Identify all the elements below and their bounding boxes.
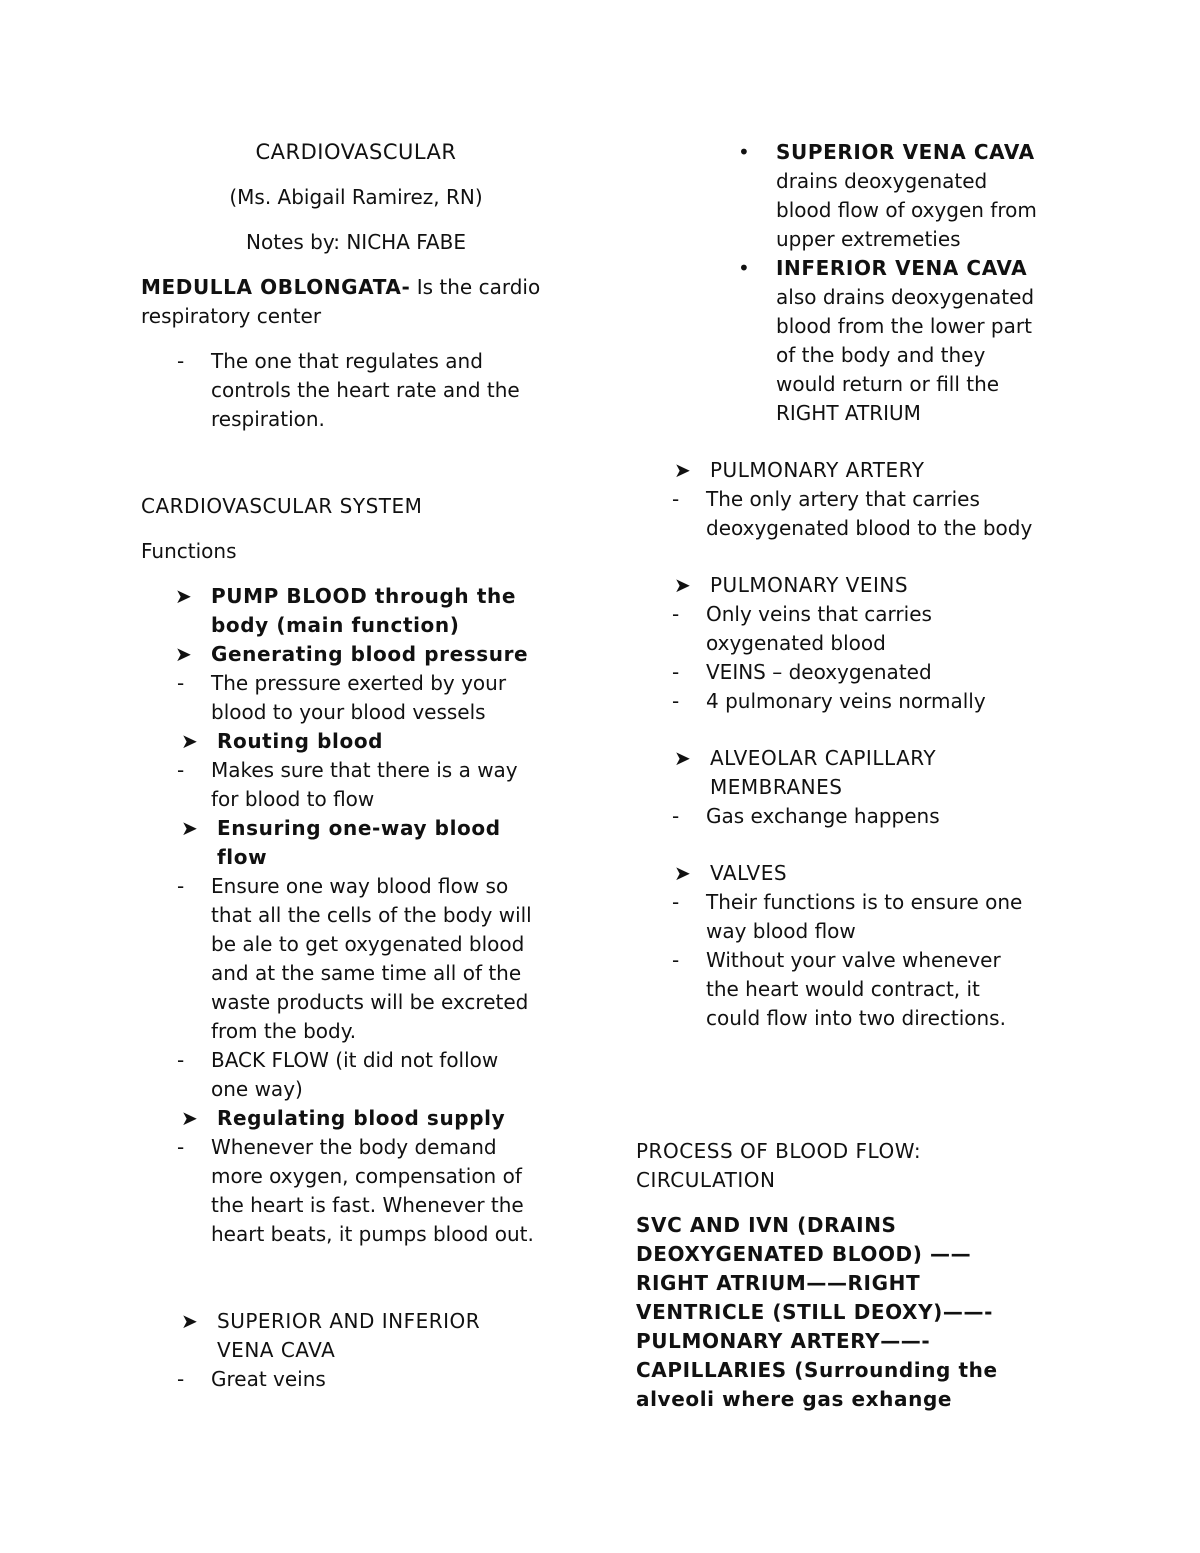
svc-title: SUPERIOR VENA CAVA [776,140,1035,164]
medulla-point-line: The one that regulates and [211,349,483,373]
dash-marker: - [177,1135,185,1159]
dash-marker: - [177,671,185,695]
description-line: Without your valve whenever [706,948,1001,972]
regulating-description [141,1133,571,1249]
backflow-description [141,1046,571,1104]
function-ensuring-flow [141,814,571,872]
pulmonary-artery-heading [636,456,1076,485]
valves-heading [636,859,1076,888]
description-line: deoxygenated blood to the body [706,516,1033,540]
dash-marker: - [672,689,680,713]
function-line: Ensuring one-way blood [217,816,501,840]
function-generating-pressure [141,640,571,669]
heading-line: PULMONARY ARTERY [710,458,925,482]
ivc-desc-line: RIGHT ATRIUM [776,401,921,425]
description-line: Only veins that carries [706,602,932,626]
description-line: blood to your blood vessels [211,700,486,724]
dash-marker: - [672,487,680,511]
function-routing-blood [141,727,571,756]
dash-marker: - [177,874,185,898]
description-line: heart beats, it pumps blood out. [211,1222,534,1246]
instructor-line: (Ms. Abigail Ramirez, RN) [229,185,483,209]
description-line: and at the same time all of the [211,961,522,985]
heading-line: VALVES [710,861,788,885]
arrow-bullet-icon: ➤ [175,584,193,608]
veins-deoxygenated-note [636,658,1076,687]
description-line: that all the cells of the body will [211,903,532,927]
function-line: Routing blood [217,729,384,753]
pulmonary-veins-description [636,600,1076,658]
notes-by-line: Notes by: NICHA FABE [246,230,466,254]
ivc-desc-line: blood from the lower part [776,314,1032,338]
dash-marker: - [177,1048,185,1072]
medulla-point-line: controls the heart rate and the [211,378,520,402]
description-line: Makes sure that there is a way [211,758,518,782]
description-line: VEINS – deoxygenated [706,660,932,684]
description-line: could flow into two directions. [706,1006,1006,1030]
flow-line: CAPILLARIES (Surrounding the [636,1358,998,1382]
dash-marker: - [672,660,680,684]
flow-line: DEOXYGENATED BLOOD) —— [636,1242,972,1266]
arrow-bullet-icon: ➤ [181,1309,199,1333]
description-line: oxygenated blood [706,631,886,655]
flow-line: alveoli where gas exhange [636,1387,953,1411]
description-line: Ensure one way blood flow so [211,874,509,898]
alveolar-membranes-heading [636,744,1076,802]
description-line: more oxygen, compensation of [211,1164,522,1188]
heading-line: VENA CAVA [217,1338,336,1362]
function-line: Regulating blood supply [217,1106,506,1130]
generating-description [141,669,571,727]
arrow-bullet-icon: ➤ [674,861,692,885]
description-line: The only artery that carries [706,487,980,511]
dash-marker: - [177,758,185,782]
function-line: PUMP BLOOD through the [211,584,516,608]
pulmonary-veins-count-note [636,687,1076,716]
circulation-flow [636,1211,1076,1414]
heading-line: ALVEOLAR CAPILLARY [710,746,937,770]
svc-bullet [636,138,1076,254]
heading-line: SUPERIOR AND INFERIOR [217,1309,481,1333]
description-line: Gas exchange happens [706,804,940,828]
description-line: BACK FLOW (it did not follow [211,1048,499,1072]
function-line: Generating blood pressure [211,642,529,666]
document-title: CARDIOVASCULAR [255,140,457,164]
pulmonary-artery-description [636,485,1076,543]
ensuring-description [141,872,571,1046]
system-heading: CARDIOVASCULAR SYSTEM [141,494,423,518]
process-heading [636,1137,1076,1195]
medulla-definition [141,273,571,302]
right-column [636,138,1076,1414]
bullet-dot-icon: • [738,256,750,280]
arrow-bullet-icon: ➤ [181,729,199,753]
description-line: for blood to flow [211,787,375,811]
svc-desc-line: upper extremeties [776,227,961,251]
arrow-bullet-icon: ➤ [674,458,692,482]
flow-line: VENTRICLE (STILL DEOXY)——- [636,1300,993,1324]
vena-cava-description [141,1365,571,1394]
heading-line: MEMBRANES [710,775,843,799]
description-line: the heart is fast. Whenever the [211,1193,524,1217]
arrow-bullet-icon: ➤ [674,746,692,770]
bullet-dot-icon: • [738,140,750,164]
dash-marker: - [177,349,185,373]
description-line: one way) [211,1077,303,1101]
left-column [141,138,571,1394]
ivc-desc-line: would return or fill the [776,372,1000,396]
flow-line: PULMONARY ARTERY——- [636,1329,931,1353]
ivc-title: INFERIOR VENA CAVA [776,256,1028,280]
arrow-bullet-icon: ➤ [175,642,193,666]
dash-marker: - [177,1367,185,1391]
heading-line: PULMONARY VEINS [710,573,909,597]
description-line: waste products will be excreted [211,990,529,1014]
function-pump-blood [141,582,571,640]
description-line: Great veins [211,1367,326,1391]
description-line: the heart would contract, it [706,977,980,1001]
medulla-point [141,347,571,434]
valves-contract-note [636,946,1076,1033]
alveolar-membranes-description [636,802,1076,831]
function-line: flow [217,845,268,869]
vena-cava-heading [141,1307,571,1365]
functions-label: Functions [141,539,237,563]
description-line: The pressure exerted by your [211,671,507,695]
description-line: Their functions is to ensure one [706,890,1023,914]
arrow-bullet-icon: ➤ [181,1106,199,1130]
dash-marker: - [672,890,680,914]
pulmonary-veins-heading [636,571,1076,600]
medulla-term: MEDULLA OBLONGATA- [141,275,411,299]
routing-description [141,756,571,814]
flow-line: SVC AND IVN (DRAINS [636,1213,897,1237]
heading-line: PROCESS OF BLOOD FLOW: [636,1139,922,1163]
dash-marker: - [672,602,680,626]
valves-description [636,888,1076,946]
medulla-def-2: respiratory center [141,304,322,328]
arrow-bullet-icon: ➤ [674,573,692,597]
ivc-desc-line: also drains deoxygenated [776,285,1035,309]
description-line: Whenever the body demand [211,1135,497,1159]
ivc-bullet [636,254,1076,428]
svc-desc-line: blood flow of oxygen from [776,198,1037,222]
arrow-bullet-icon: ➤ [181,816,199,840]
flow-line: RIGHT ATRIUM——RIGHT [636,1271,921,1295]
svc-desc-line: drains deoxygenated [776,169,988,193]
medulla-point-line: respiration. [211,407,325,431]
function-line: body (main function) [211,613,460,637]
description-line: way blood flow [706,919,856,943]
medulla-def-1: Is the cardio [410,275,541,299]
dash-marker: - [672,804,680,828]
heading-line: CIRCULATION [636,1168,776,1192]
dash-marker: - [672,948,680,972]
description-line: be ale to get oxygenated blood [211,932,525,956]
ivc-desc-line: of the body and they [776,343,986,367]
description-line: from the body. [211,1019,357,1043]
function-regulating-supply [141,1104,571,1133]
description-line: 4 pulmonary veins normally [706,689,986,713]
